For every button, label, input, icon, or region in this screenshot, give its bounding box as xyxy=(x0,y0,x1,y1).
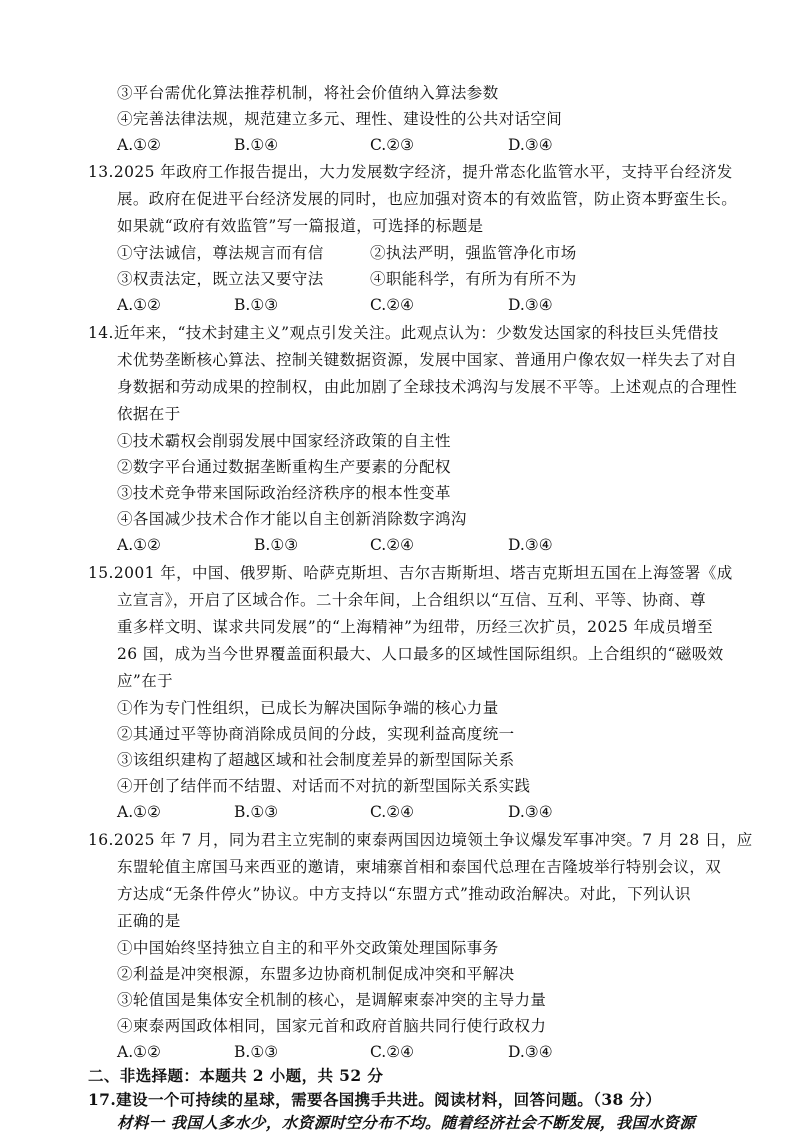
q12-item-4: ④完善法律法规，规范建立多元、理性、建设性的公共对话空间 xyxy=(117,110,563,128)
q15-option-c: C.②④ xyxy=(370,803,415,821)
q15-item-3: ③该组织建构了超越区域和社会制度差异的新型国际关系 xyxy=(117,751,515,769)
q15-option-d: D.③④ xyxy=(508,803,553,821)
q15-item-2: ②其通过平等协商消除成员间的分歧，实现利益高度统一 xyxy=(117,725,515,743)
q15-stem-line-3: 重多样文明、谋求共同发展”的“上海精神”为纽带，历经三次扩员，2025 年成员增至 xyxy=(117,618,714,636)
q13-option-b: B.①③ xyxy=(234,296,279,314)
q16-item-2: ②利益是冲突根源，东盟多边协商机制促成冲突和平解决 xyxy=(117,965,515,983)
q13-stem-line-3: 如果就“政府有效监管”写一篇报道，可选择的标题是 xyxy=(117,217,484,235)
q14-item-2: ②数字平台通过数据垄断重构生产要素的分配权 xyxy=(117,458,451,476)
q16-stem-line-4: 正确的是 xyxy=(117,912,181,930)
q13-item-4: ④职能科学，有所为有所不为 xyxy=(370,270,577,288)
q14-item-4: ④各国减少技术合作才能以自主创新消除数字鸿沟 xyxy=(117,510,467,528)
q13-item-1: ①守法诚信，尊法规言而有信 xyxy=(117,244,324,262)
q15-item-4: ④开创了结伴而不结盟、对话而不对抗的新型国际关系实践 xyxy=(117,777,531,795)
q16-item-4: ④柬泰两国政体相同，国家元首和政府首脑共同行使行政权力 xyxy=(117,1017,547,1035)
q14-stem-line-3: 身数据和劳动成果的控制权，由此加剧了全球技术鸿沟与发展不平等。上述观点的合理性 xyxy=(117,378,738,396)
section-2-heading: 二、非选择题：本题共 2 小题，共 52 分 xyxy=(88,1066,384,1085)
q15-stem-line-5: 应”在于 xyxy=(117,672,174,690)
q16-item-3: ③轮值国是集体安全机制的核心，是调解柬泰冲突的主导力量 xyxy=(117,991,547,1009)
q13-option-a: A.①② xyxy=(117,296,161,314)
q15-option-b: B.①③ xyxy=(234,803,279,821)
q17-stem: 17.建设一个可持续的星球，需要各国携手共进。阅读材料，回答问题。（38 分） xyxy=(88,1090,662,1109)
q15-item-1: ①作为专门性组织，已成长为解决国际争端的核心力量 xyxy=(117,699,499,717)
q14-item-3: ③技术竞争带来国际政治经济秩序的根本性变革 xyxy=(117,484,451,502)
q14-stem-line-2: 术优势垄断核心算法、控制关键数据资源，发展中国家、普通用户像农奴一样失去了对自 xyxy=(117,351,738,369)
q15-stem-line-1: 15.2001 年，中国、俄罗斯、哈萨克斯坦、吉尔吉斯斯坦、塔吉克斯坦五国在上海签署《成 xyxy=(88,564,733,582)
q15-option-a: A.①② xyxy=(117,803,161,821)
q13-item-3: ③权责法定，既立法又要守法 xyxy=(117,270,324,288)
q16-option-c: C.②④ xyxy=(370,1043,415,1061)
q16-option-b: B.①③ xyxy=(234,1043,279,1061)
q12-option-c: C.②③ xyxy=(370,136,415,154)
q13-item-2: ②执法严明，强监管净化市场 xyxy=(370,244,577,262)
q16-stem-line-1: 16.2025 年 7 月，同为君主立宪制的柬泰两国因边境领土争议爆发军事冲突。7 月 28 日，应 xyxy=(88,831,753,849)
q12-item-3: ③平台需优化算法推荐机制，将社会价值纳入算法参数 xyxy=(117,84,499,102)
q16-option-d: D.③④ xyxy=(508,1043,553,1061)
q14-item-1: ①技术霸权会削弱发展中国家经济政策的自主性 xyxy=(117,432,451,450)
q14-stem-line-4: 依据在于 xyxy=(117,405,181,423)
q12-option-d: D.③④ xyxy=(508,136,553,154)
q13-stem-line-2: 展。政府在促进平台经济发展的同时，也应加强对资本的有效监管，防止资本野蛮生长。 xyxy=(117,190,738,208)
q16-stem-line-3: 方达成“无条件停火”协议。中方支持以“东盟方式”推动政治解决。对此，下列认识 xyxy=(117,885,691,903)
q14-option-c: C.②④ xyxy=(370,536,415,554)
q13-option-c: C.②④ xyxy=(370,296,415,314)
q15-stem-line-4: 26 国，成为当今世界覆盖面积最大、人口最多的区域性国际组织。上合组织的“磁吸效 xyxy=(117,645,724,663)
q14-option-b: B.①③ xyxy=(254,536,299,554)
q17-material-1: 材料一 我国人多水少，水资源时空分布不均。随着经济社会不断发展，我国水资源 xyxy=(117,1113,696,1132)
q13-option-d: D.③④ xyxy=(508,296,553,314)
q14-stem-line-1: 14.近年来，“技术封建主义”观点引发关注。此观点认为：少数发达国家的科技巨头凭借技 xyxy=(88,324,719,342)
q12-option-b: B.①④ xyxy=(234,136,279,154)
q13-stem-line-1: 13.2025 年政府工作报告提出，大力发展数字经济，提升常态化监管水平，支持平台经济发 xyxy=(88,163,733,181)
q15-stem-line-2: 立宣言》，开启了区域合作。二十余年间，上合组织以“互信、互利、平等、协商、尊 xyxy=(117,591,706,609)
q16-stem-line-2: 东盟轮值主席国马来西亚的邀请，柬埔寨首相和泰国代总理在吉隆坡举行特别会议，双 xyxy=(117,858,722,876)
q14-option-a: A.①② xyxy=(117,536,161,554)
q12-option-a: A.①② xyxy=(117,136,161,154)
q14-option-d: D.③④ xyxy=(508,536,553,554)
q16-item-1: ①中国始终坚持独立自主的和平外交政策处理国际事务 xyxy=(117,939,499,957)
q16-option-a: A.①② xyxy=(117,1043,161,1061)
